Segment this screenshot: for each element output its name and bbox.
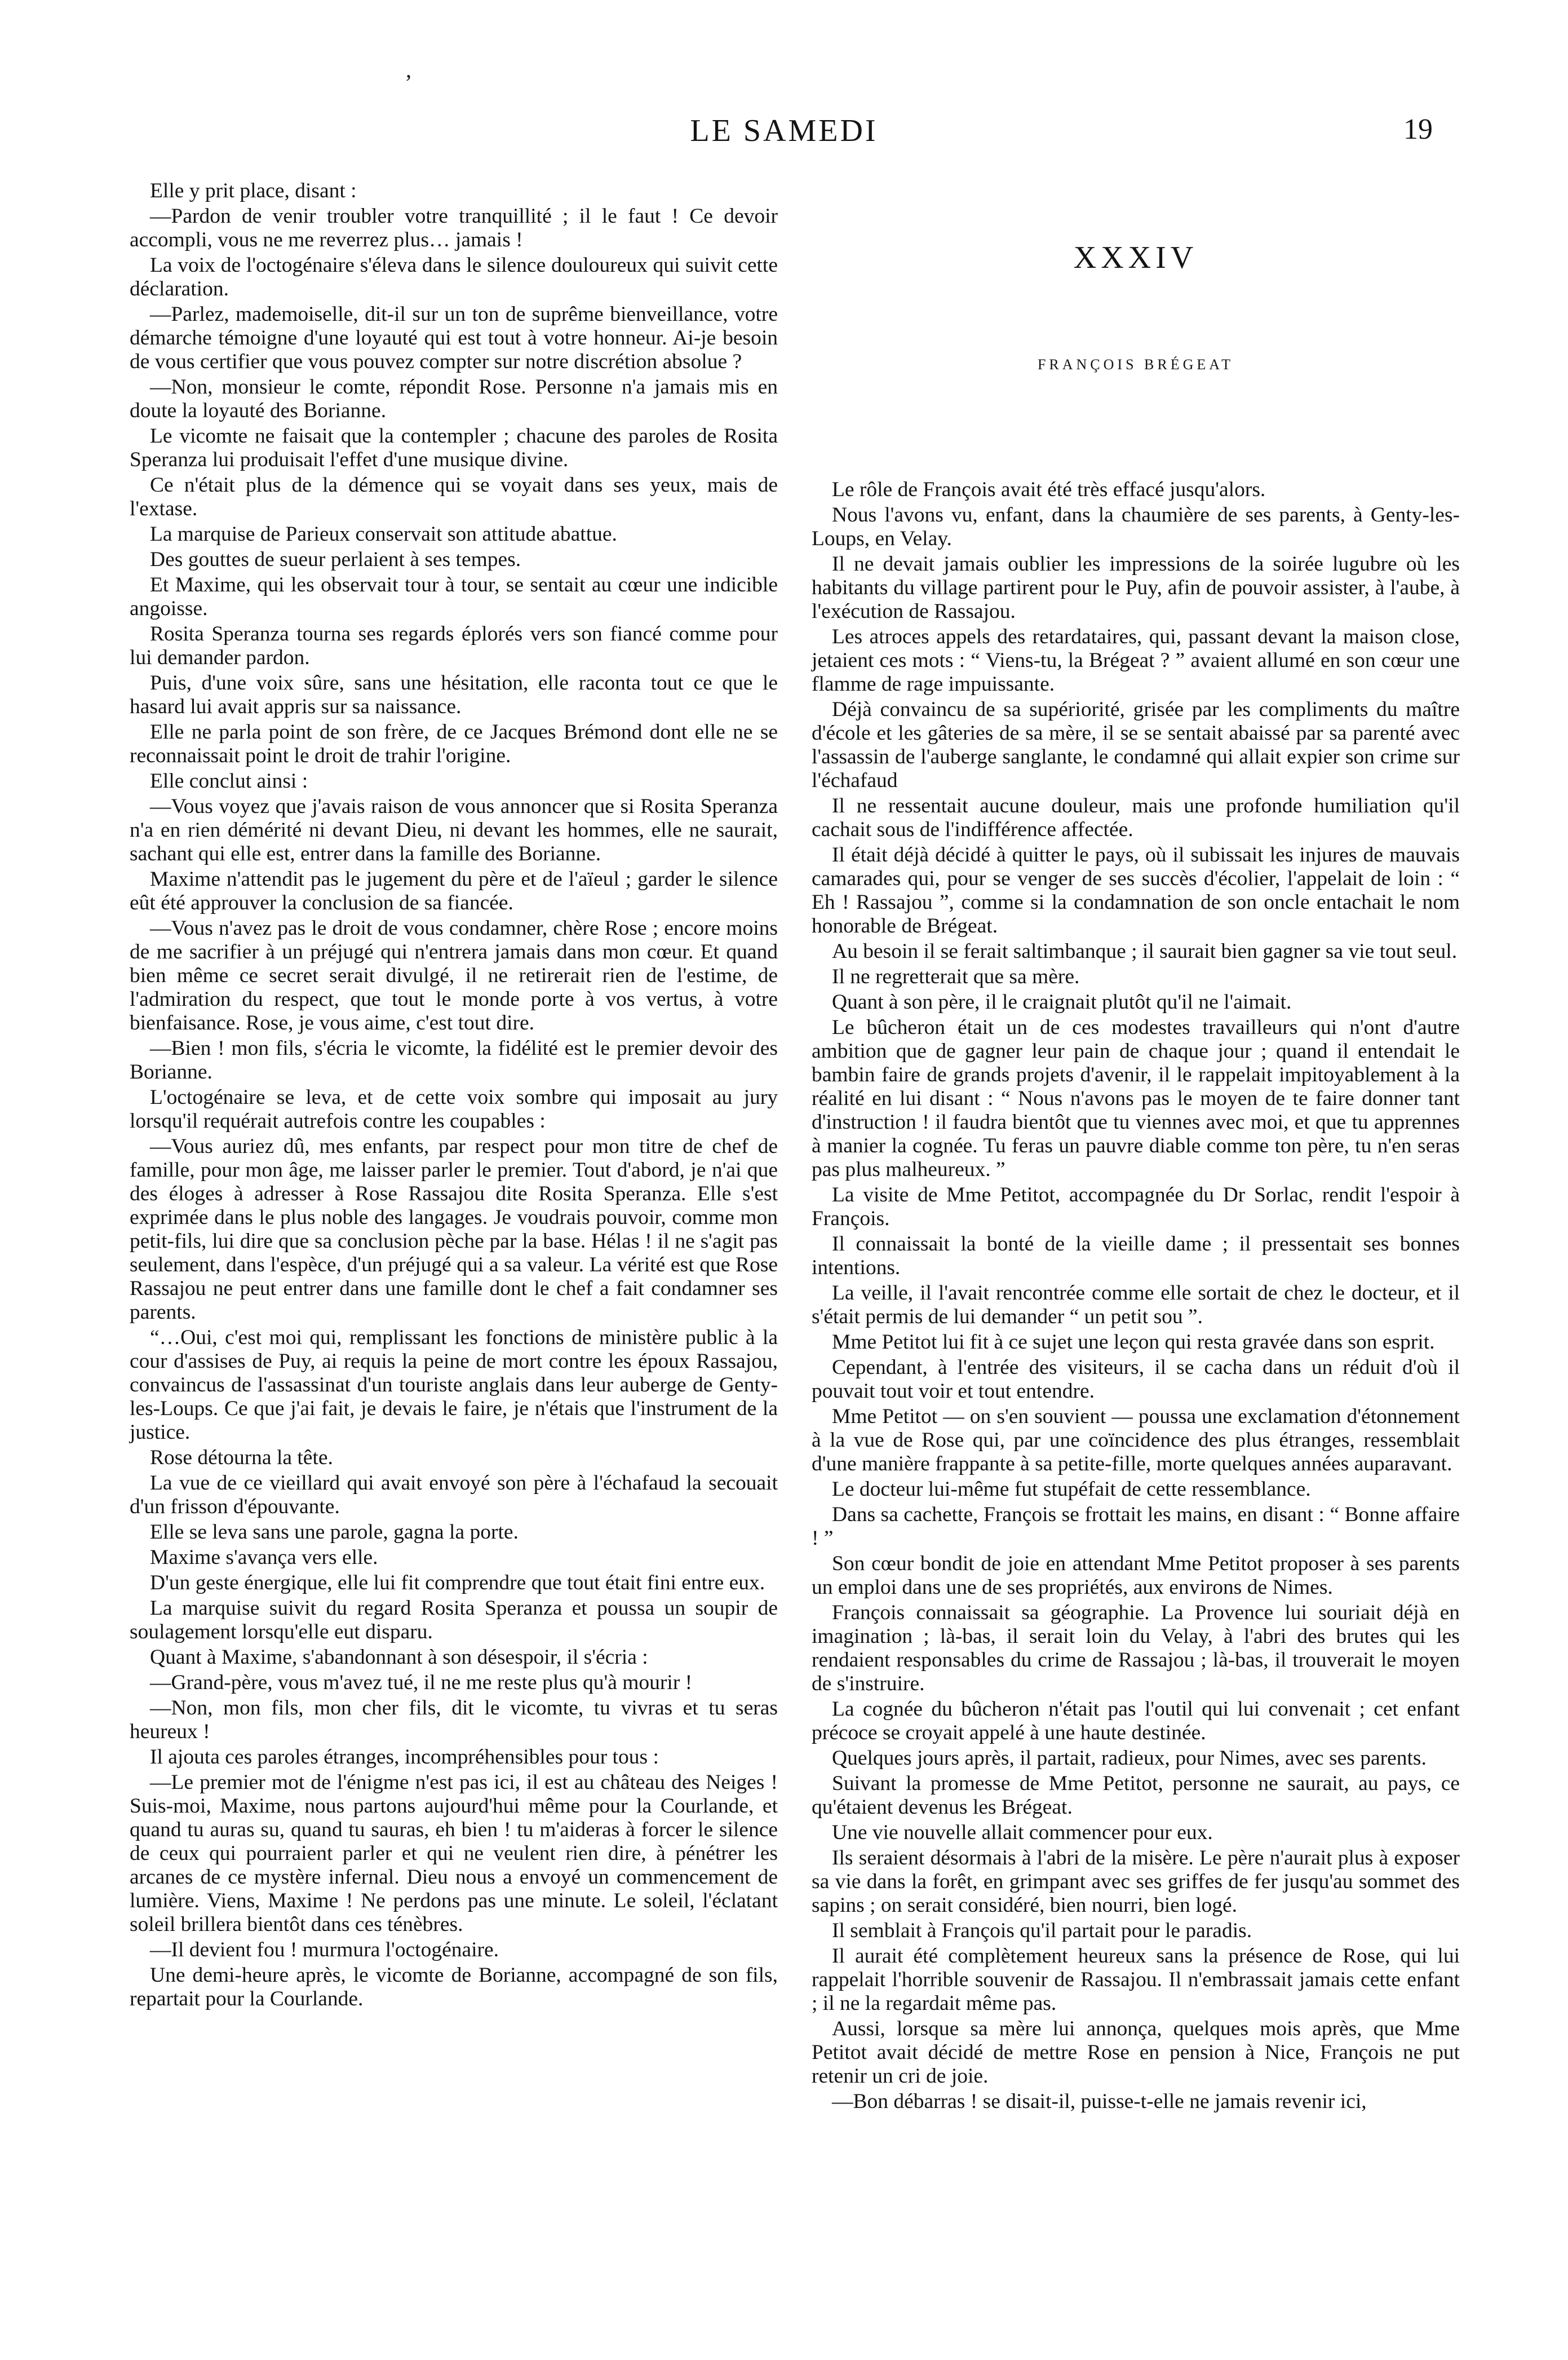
paragraph: La vue de ce vieillard qui avait envoyé son père à l'échafaud la secouait d'un frisson d'épouvante. (130, 1471, 778, 1518)
paragraph: Cependant, à l'entrée des visiteurs, il se cacha dans un réduit d'où il pouvait tout voir et tout entendre. (812, 1356, 1460, 1403)
paragraph: Quant à son père, il le craignait plutôt qu'il ne l'aimait. (832, 991, 1292, 1014)
paragraph: Le vicomte ne faisait que la contempler ; chacune des paroles de Rosita Speranza lui produisait l'effet d'une musique divine. (130, 425, 778, 471)
paragraph: Les atroces appels des retardataires, qui, passant devant la maison close, jetaient ces mots : “ Viens-tu, la Brégeat ? ” avaient allumé en son cœur une flamme de rage impuissante. (812, 625, 1460, 696)
paragraph: Ils seraient désormais à l'abri de la misère. Le père n'aurait plus à exposer sa vie dans la forêt, en grimpant avec ses griffes de fer jusqu'au sommet des sapins ; on serait considéré, bien nourri, bien logé. (812, 1846, 1460, 1917)
left-column (130, 179, 778, 2013)
paragraph: Il ne ressentait aucune douleur, mais une profonde humiliation qu'il cachait sous de l'indifférence affectée. (812, 794, 1460, 841)
paragraph: Le docteur lui-même fut stupéfait de cette ressemblance. (832, 1478, 1311, 1501)
right-column-body (812, 478, 1460, 2114)
right-column (812, 179, 1460, 2115)
paragraph: Quelques jours après, il partait, radieux, pour Nimes, avec ses parents. (832, 1747, 1427, 1770)
paragraph: Rose détourna la tête. (150, 1446, 333, 1469)
paragraph: La cognée du bûcheron n'était pas l'outil qui lui convenait ; cet enfant précoce se croyait appelé à une haute destinée. (812, 1698, 1460, 1744)
paragraph: —Il devient fou ! murmura l'octogénaire. (150, 1938, 499, 1961)
paragraph: Il connaissait la bonté de la vieille dame ; il pressentait ses bonnes intentions. (812, 1232, 1460, 1279)
paragraph: Une demi-heure après, le vicomte de Borianne, accompagné de son fils, repartait pour la Courlande. (130, 1964, 778, 2010)
paragraph: —Non, mon fils, mon cher fils, dit le vicomte, tu vivras et tu seras heureux ! (130, 1696, 778, 1743)
page-mark: , (406, 57, 411, 82)
paragraph: La visite de Mme Petitot, accompagnée du Dr Sorlac, rendit l'espoir à François. (812, 1183, 1460, 1230)
paragraph: Ce n'était plus de la démence qui se voyait dans ses yeux, mais de l'extase. (130, 474, 778, 520)
paragraph: —Bien ! mon fils, s'écria le vicomte, la fidélité est le premier devoir des Borianne. (130, 1037, 778, 1084)
paragraph: Il ajouta ces paroles étranges, incompréhensibles pour tous : (150, 1745, 659, 1769)
paragraph: Il semblait à François qu'il partait pour le paradis. (832, 1919, 1252, 1942)
paragraph: Aussi, lorsque sa mère lui annonça, quelques mois après, que Mme Petitot avait décidé de mettre Rose en pension à Nice, François ne put retenir un cri de joie. (812, 2017, 1460, 2088)
paragraph: Le rôle de François avait été très effacé jusqu'alors. (832, 478, 1266, 501)
paragraph: —Le premier mot de l'énigme n'est pas ici, il est au château des Neiges ! Suis-moi, Maxime, nous partons aujourd'hui même pour la Courlande, et quand tu auras su, quand tu sauras, eh bien ! tu m'aideras à forcer le silence de ceux qui pourraient parler et qui ne veulent rien dire, à pénétrer les arcanes de ce mystère infernal. Dieu nous a envoyé un commencement de lumière. Viens, Maxime ! Ne perdons pas une minute. Le soleil, l'éclatant soleil brillera bientôt dans ces ténèbres. (130, 1771, 778, 1936)
page-number: 19 (1403, 113, 1433, 145)
paragraph: La veille, il l'avait rencontrée comme elle sortait de chez le docteur, et il s'était permis de lui demander “ un petit sou ”. (812, 1281, 1460, 1328)
paragraph: Mme Petitot — on s'en souvient — poussa une exclamation d'étonnement à la vue de Rose qui, par une coïncidence des plus étranges, ressemblait d'une manière frappante à sa petite-fille, morte quelques années auparavant. (812, 1405, 1460, 1475)
paragraph: Elle se leva sans une parole, gagna la porte. (150, 1521, 519, 1544)
paragraph: Dans sa cachette, François se frottait les mains, en disant : “ Bonne affaire ! ” (812, 1503, 1460, 1550)
paragraph: Une vie nouvelle allait commencer pour eux. (832, 1821, 1213, 1844)
paragraph: —Bon débarras ! se disait-il, puisse-t-elle ne jamais revenir ici, (832, 2090, 1367, 2113)
paragraph: —Parlez, mademoiselle, dit-il sur un ton de suprême bienveillance, votre démarche témoigne d'une loyauté qui est tout à votre honneur. Ai-je besoin de vous certifier que vous pouvez compter sur notre discrétion absolue ? (130, 303, 778, 373)
paragraph: Il était déjà décidé à quitter le pays, où il subissait les injures de mauvais camarades qui, pour se venger de ses succès d'écolier, l'appelait de loin : “ Eh ! Rassajou ”, comme si la condamnation de son oncle entachait le nom honorable de Brégeat. (812, 843, 1460, 938)
paragraph: Suivant la promesse de Mme Petitot, personne ne saurait, au pays, ce qu'étaient devenus les Brégeat. (812, 1772, 1460, 1819)
chapter-title: FRANÇOIS BRÉGEAT (1037, 356, 1234, 373)
paragraph: La marquise de Parieux conservait son attitude abattue. (150, 523, 617, 546)
paragraph: Elle conclut ainsi : (150, 770, 308, 793)
paragraph: Au besoin il se ferait saltimbanque ; il saurait bien gagner sa vie tout seul. (832, 940, 1458, 963)
paragraph: Elle ne parla point de son frère, de ce Jacques Brémond dont elle ne se reconnaissait point le droit de trahir l'origine. (130, 721, 778, 767)
paragraph: —Non, monsieur le comte, répondit Rose. Personne n'a jamais mis en doute la loyauté des Borianne. (130, 375, 778, 422)
page-header (0, 113, 1568, 158)
paragraph: Il aurait été complètement heureux sans la présence de Rose, qui lui rappelait l'horrible souvenir de Rassajou. Il n'embrassait jamais cette enfant ; il ne la regardait même pas. (812, 1944, 1460, 2015)
paragraph: Quant à Maxime, s'abandonnant à son désespoir, il s'écria : (150, 1646, 648, 1669)
paragraph: Des gouttes de sueur perlaient à ses tempes. (150, 548, 521, 571)
paragraph: Déjà convaincu de sa supériorité, grisée par les compliments du maître d'école et les gâteries de sa mère, il se se sentait abaissé par sa parenté avec l'assassin de l'auberge sanglante, le condamné qui allait expier son crime sur l'échafaud (812, 698, 1460, 792)
paragraph: “…Oui, c'est moi qui, remplissant les fonctions de ministère public à la cour d'assises de Puy, ai requis la peine de mort contre les époux Rassajou, convaincus de l'assassinat d'un touriste anglais dans leur auberge de Genty-les-Loups. Ce que j'ai fait, je devais le faire, je n'étais que l'instrument de la justice. (130, 1326, 778, 1444)
paragraph: D'un geste énergique, elle lui fit comprendre que tout était fini entre eux. (150, 1571, 765, 1594)
paragraph: Il ne regretterait que sa mère. (832, 965, 1080, 988)
paragraph: Nous l'avons vu, enfant, dans la chaumière de ses parents, à Genty-les-Loups, en Velay. (812, 503, 1460, 550)
paragraph: La voix de l'octogénaire s'éleva dans le silence douloureux qui suivit cette déclaration. (130, 254, 778, 300)
paragraph: Son cœur bondit de joie en attendant Mme Petitot proposer à ses parents un emploi dans une de ses propriétés, aux environs de Nimes. (812, 1552, 1460, 1599)
paragraph: Il ne devait jamais oublier les impressions de la soirée lugubre où les habitants du village partirent pour le Puy, afin de pouvoir assister, à l'aube, à l'exécution de Rassajou. (812, 553, 1460, 623)
paragraph: —Grand-père, vous m'avez tué, il ne me reste plus qu'à mourir ! (150, 1671, 693, 1694)
paragraph: Elle y prit place, disant : (150, 179, 357, 202)
paragraph: Maxime n'attendit pas le jugement du père et de l'aïeul ; garder le silence eût été approuver la conclusion de sa fiancée. (130, 868, 778, 914)
paragraph: —Vous auriez dû, mes enfants, par respect pour mon titre de chef de famille, pour mon âge, me laisser parler le premier. Tout d'abord, je n'ai que des éloges à adresser à Rose Rassajou dite Rosita Speranza. Elle s'est exprimée dans le plus noble des langages. Je voudrais pouvoir, comme mon petit-fils, lui dire que sa conclusion pèche par la base. Hélas ! il ne s'agit pas seulement, dans l'espèce, d'un préjugé qui a sa valeur. La vérité est que Rose Rassajou ne peut entrer dans une famille dont le chef a fait condamner ses parents. (130, 1135, 778, 1324)
paragraph: La marquise suivit du regard Rosita Speranza et poussa un soupir de soulagement lorsqu'elle eut disparu. (130, 1597, 778, 1643)
paragraph: François connaissait sa géographie. La Provence lui souriait déjà en imagination ; là-bas, il serait loin du Velay, à l'abri des brutes qui les rendaient responsables du crime de Rassajou ; là-bas, il trouverait le moyen de s'instruire. (812, 1601, 1460, 1695)
paragraph: Le bûcheron était un de ces modestes travailleurs qui n'ont d'autre ambition que de gagner leur pain de chaque jour ; quand il entendait le bambin faire de grands projets d'avenir, il le rappelait impitoyablement à la réalité en lui disant : “ Nous n'avons pas le moyen de te faire donner tant d'instruction ! il faudra bientôt que tu viennes avec moi, et que tu apprennes à manier la cognée. Tu feras un pauvre diable comme ton père, tu n'en seras pas plus malheureux. ” (812, 1016, 1460, 1181)
paragraph: Maxime s'avança vers elle. (150, 1546, 378, 1569)
paragraph: Rosita Speranza tourna ses regards éplorés vers son fiancé comme pour lui demander pardon. (130, 622, 778, 669)
chapter-number: XXXIV (1073, 240, 1198, 275)
paragraph: Puis, d'une voix sûre, sans une hésitation, elle raconta tout ce que le hasard lui avait appris sur sa naissance. (130, 671, 778, 718)
paragraph: Et Maxime, qui les observait tour à tour, se sentait au cœur une indicible angoisse. (130, 573, 778, 620)
paragraph: Mme Petitot lui fit à ce sujet une leçon qui resta gravée dans son esprit. (832, 1331, 1435, 1354)
paragraph: —Vous n'avez pas le droit de vous condamner, chère Rose ; encore moins de me sacrifier à un préjugé qui n'entrera jamais dans mon cœur. Et quand bien même ce secret serait divulgé, il ne retirerait rien de l'estime, de l'admiration du respect, que tout le monde porte à vos vertus, à votre bienfaisance. Rose, je vous aime, c'est tout dire. (130, 917, 778, 1035)
paragraph: —Pardon de venir troubler votre tranquillité ; il le faut ! Ce devoir accompli, vous ne me reverrez plus… jamais ! (130, 205, 778, 251)
paragraph: L'octogénaire se leva, et de cette voix sombre qui imposait au jury lorsqu'il requérait autrefois contre les coupables : (130, 1086, 778, 1133)
paragraph: —Vous voyez que j'avais raison de vous annoncer que si Rosita Speranza n'a en rien démérité ni devant Dieu, ni devant les hommes, elle ne saurait, sachant qui elle est, entrer dans la famille des Borianne. (130, 795, 778, 865)
running-title: LE SAMEDI (690, 113, 878, 148)
